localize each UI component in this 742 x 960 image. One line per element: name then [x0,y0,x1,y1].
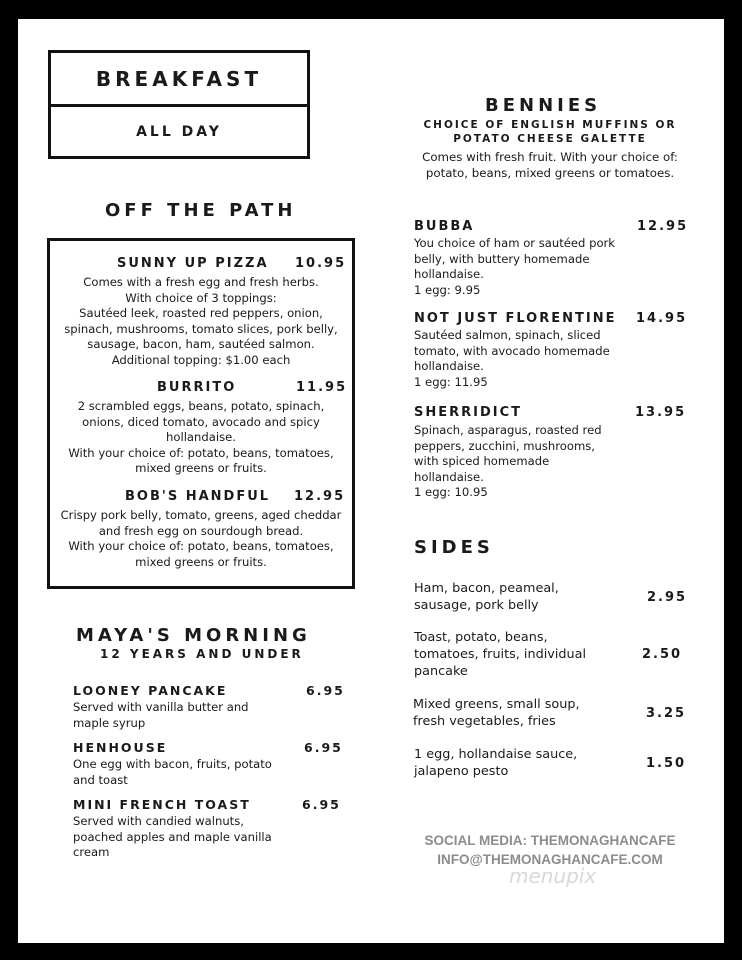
item-price: 12.95 [637,219,689,234]
item-price: 14.95 [636,311,688,326]
item-description: Comes with a fresh egg and fresh herbs. With choice of 3 toppings: Sautéed leek, roasted red peppers, onion, spinach, mushrooms, tomato slices, pork belly, sausage, bacon, ham, sautéed salmon. Additional topping: $1.00 each [64,275,338,367]
item-price: 10.95 [295,256,347,271]
menu-item-bubba [414,219,694,298]
side-item [414,746,694,780]
item-name: MINI FRENCH TOAST [73,797,251,812]
item-price: 6.95 [304,740,343,755]
menu-page [18,19,724,943]
item-description: One egg with bacon, fruits, potato and toast [73,757,272,787]
email-line: INFO@THEMONAGHANCAFE.COM [437,852,663,867]
item-price: 11.95 [296,380,348,395]
watermark: menupix [509,864,597,888]
item-name: NOT JUST FLORENTINE [414,311,617,326]
bennies-subheading: CHOICE OF ENGLISH MUFFINS OR POTATO CHEESE GALETTE [423,119,677,145]
off-the-path-box [47,238,355,589]
bennies-note: Comes with fresh fruit. With your choice of: potato, beans, mixed greens or tomatoes. [422,150,678,180]
item-price: 1.50 [646,756,687,771]
item-name: SUNNY UP PIZZA [117,256,269,271]
item-price: 2.50 [642,647,683,662]
item-description: Toast, potato, beans, tomatoes, fruits, individual pancake [414,630,587,679]
menu-item-looney-pancake [73,683,353,731]
sides-heading: SIDES [414,537,494,558]
item-description: Mixed greens, small soup, fresh vegetables, fries [413,697,580,729]
item-description: Served with candied walnuts, poached apples and maple vanilla cream [73,814,272,860]
bennies-heading: BENNIES [485,95,602,116]
item-description: Sautéed salmon, spinach, sliced tomato, with avocado homemade hollandaise. 1 egg: 11.95 [414,328,610,389]
menu-item-sherridict [414,405,694,501]
item-price: 12.95 [294,489,346,504]
mayas-morning-subheading: 12 YEARS AND UNDER [100,647,304,661]
menu-item-burrito [50,380,352,477]
menu-item-bobs-handful [50,489,352,570]
item-name: SHERRIDICT [414,405,523,420]
side-item [414,580,694,614]
side-item [414,629,694,680]
side-item [413,696,693,730]
title-box [48,50,310,159]
item-name: BUBBA [414,219,475,234]
item-price: 3.25 [646,706,687,721]
menu-title: BREAKFAST [51,53,307,107]
item-description: Ham, bacon, peameal, sausage, pork belly [414,581,559,613]
item-description: Served with vanilla butter and maple syrup [73,700,249,730]
item-description: Crispy pork belly, tomato, greens, aged cheddar and fresh egg on sourdough bread. With your choice of: potato, beans, tomatoes, mixed greens or fruits. [60,508,342,569]
menu-item-mini-french-toast [73,797,353,861]
item-price: 6.95 [306,683,345,698]
item-description: You choice of ham or sautéed pork belly, with buttery homemade hollandaise. 1 egg: 9.95 [414,236,616,297]
item-description: 1 egg, hollandaise sauce, jalapeno pesto [414,747,578,779]
item-name: LOONEY PANCAKE [73,683,228,698]
social-media-line: SOCIAL MEDIA: THEMONAGHANCAFE [424,833,676,848]
off-the-path-heading: OFF THE PATH [105,200,297,221]
item-price: 2.95 [647,590,688,605]
item-name: BURRITO [157,380,237,395]
item-price: 13.95 [635,405,687,420]
item-price: 6.95 [302,797,341,812]
menu-subtitle: ALL DAY [136,123,222,140]
menu-item-not-just-florentine [414,311,694,390]
mayas-morning-heading: MAYA'S MORNING [76,625,311,646]
item-description: Spinach, asparagus, roasted red peppers, zucchini, mushrooms, with spiced homemade hollandaise. 1 egg: 10.95 [414,423,602,500]
item-name: BOB'S HANDFUL [125,489,271,504]
menu-item-sunny-up-pizza [50,256,352,369]
item-description: 2 scrambled eggs, beans, potato, spinach, onions, diced tomato, avocado and spicy hollandaise. With your choice of: potato, beans, tomatoes, mixed greens or fruits. [68,399,334,476]
item-name: HENHOUSE [73,740,168,755]
menu-item-henhouse [73,740,353,788]
